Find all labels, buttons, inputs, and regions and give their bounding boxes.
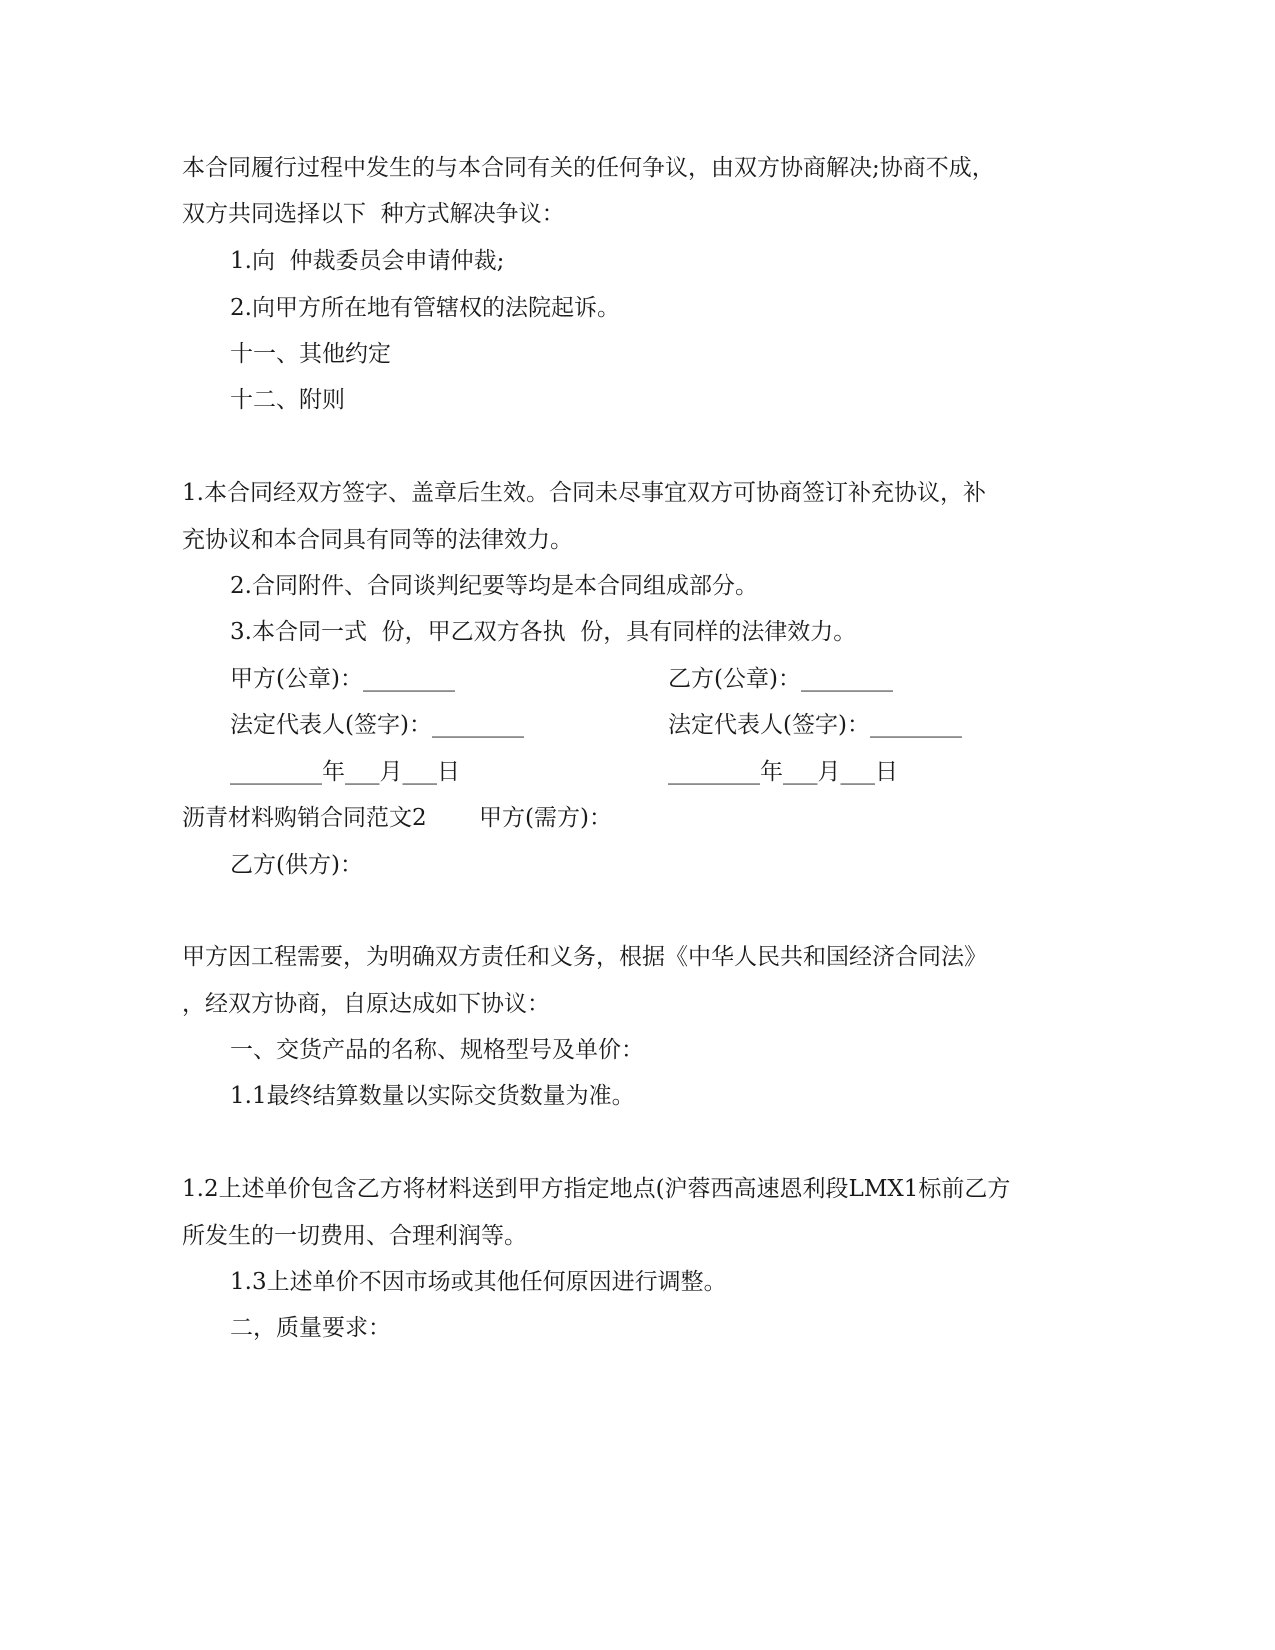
- party-a-seal: 甲方(公章)：________: [230, 666, 455, 692]
- list-item: 1.向 仲裁委员会申请仲裁;: [230, 248, 505, 274]
- section-heading: 十二、附则: [230, 387, 345, 413]
- party-a-representative: 法定代表人(签字)：________: [230, 712, 524, 738]
- list-item: 2.向甲方所在地有管辖权的法院起诉。: [230, 295, 620, 321]
- party-b-date: ________年___月___日: [668, 759, 898, 785]
- list-item: 3.本合同一式 份，甲乙双方各执 份，具有同样的法律效力。: [230, 619, 857, 645]
- list-item: 1.1最终结算数量以实际交货数量为准。: [230, 1083, 635, 1109]
- party-a-date: ________年___月___日: [230, 759, 460, 785]
- party-b-representative: 法定代表人(签字)：________: [668, 712, 962, 738]
- document-title: 沥青材料购销合同范文2: [182, 805, 427, 831]
- party-a-label: 甲方(需方)：: [479, 805, 612, 831]
- section-heading: 一、交货产品的名称、规格型号及单价：: [230, 1037, 644, 1063]
- paragraph-line: 本合同履行过程中发生的与本合同有关的任何争议，由双方协商解决;协商不成，: [182, 155, 995, 181]
- paragraph-line: 1.2上述单价包含乙方将材料送到甲方指定地点(沪蓉西高速恩利段LMX1标前乙方: [182, 1176, 1011, 1202]
- paragraph-line: ，经双方协商，自原达成如下协议：: [182, 991, 550, 1017]
- party-b-seal: 乙方(公章)：________: [668, 666, 893, 692]
- list-item: 2.合同附件、合同谈判纪要等均是本合同组成部分。: [230, 573, 758, 599]
- party-b-label: 乙方(供方)：: [230, 852, 363, 878]
- section-heading: 二，质量要求：: [230, 1315, 391, 1341]
- paragraph-line: 双方共同选择以下 种方式解决争议：: [182, 201, 565, 227]
- section-heading: 十一、其他约定: [230, 341, 391, 367]
- paragraph-line: 充协议和本合同具有同等的法律效力。: [182, 527, 573, 553]
- paragraph-line: 1.本合同经双方签字、盖章后生效。合同未尽事宜双方可协商签订补充协议，补: [182, 480, 986, 506]
- list-item: 1.3上述单价不因市场或其他任何原因进行调整。: [230, 1269, 727, 1295]
- paragraph-line: 甲方因工程需要，为明确双方责任和义务，根据《中华人民共和国经济合同法》: [182, 944, 987, 970]
- paragraph-line: 所发生的一切费用、合理利润等。: [182, 1223, 527, 1249]
